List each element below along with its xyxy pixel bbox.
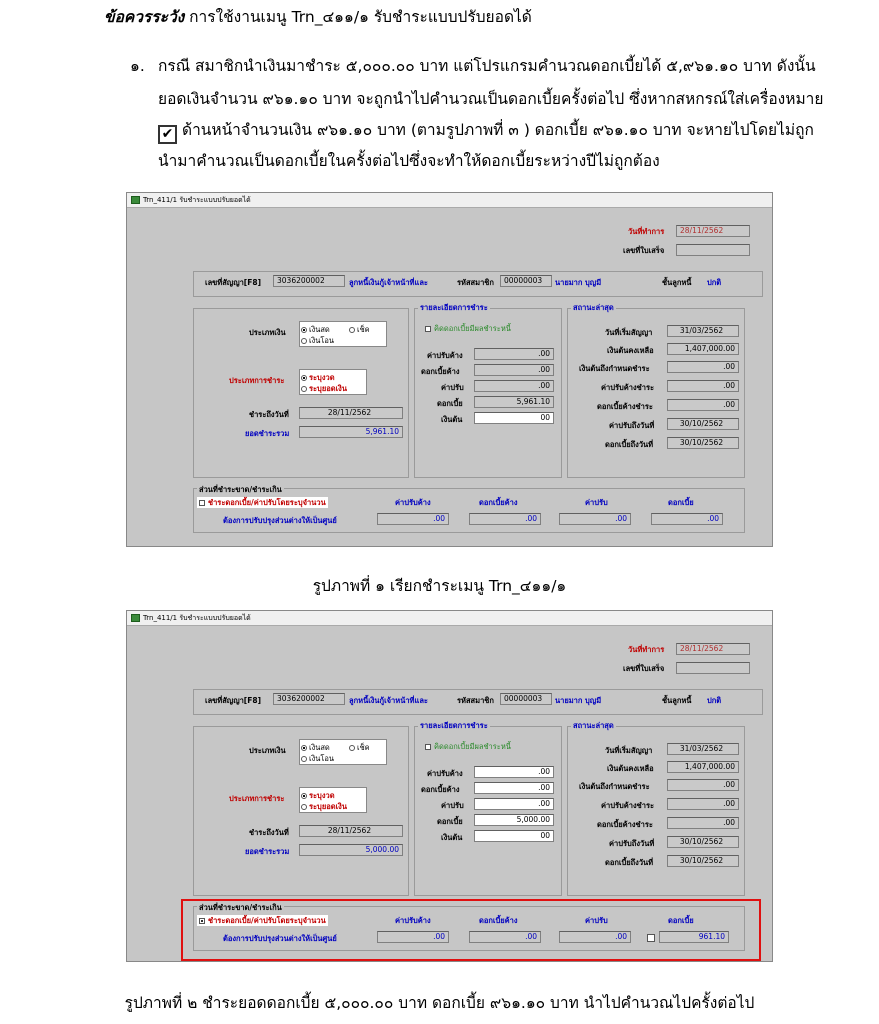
radio-by-amount-label: ระบุยอดเงิน (309, 802, 347, 811)
radio-icon (301, 745, 307, 751)
caution-heading-line (104, 6, 532, 28)
interest-paid-until-label: ดอกเบี้ยถึงวันที่ (605, 858, 654, 867)
col-interest-outstanding: ดอกเบี้ยค้าง (479, 916, 518, 925)
app-icon (131, 196, 140, 204)
checkbox-icon (425, 744, 431, 750)
radio-icon (301, 338, 307, 344)
fine-field[interactable]: .00 (474, 798, 554, 810)
total-paid-label: ยอดชำระรวม (245, 847, 290, 856)
fine-label: ค่าปรับ (441, 801, 464, 810)
money-type-label: ประเภทเงิน (249, 328, 286, 337)
col-interest-outstanding: ดอกเบี้ยค้าง (479, 498, 518, 507)
checkbox-icon (425, 326, 431, 332)
adj-fine-outstanding-field[interactable]: .00 (377, 513, 449, 525)
calc-interest-label: คิดดอกเบี้ยมีผลชำระหนี้ (434, 742, 511, 751)
interest-outstanding-label: ดอกเบี้ยค้าง (421, 367, 460, 376)
radio-by-amount[interactable] (301, 383, 347, 394)
latest-status-title: สถานะล่าสุด (573, 303, 614, 312)
debtor-type-link: ลูกหนี้เงินกู้เจ้าหน้าที่และ (349, 278, 428, 287)
paid-until-label: ชำระถึงวันที่ (249, 410, 289, 419)
figure-1-caption: รูปภาพที่ ๑ เรียกชำระเมนู Trn_๔๑๑/๑ (312, 577, 567, 595)
total-paid-field[interactable]: 5,961.10 (299, 426, 403, 438)
receipt-no-field[interactable] (676, 662, 750, 674)
fine-outstanding-field[interactable]: .00 (474, 348, 554, 360)
fine-due-field[interactable]: .00 (667, 380, 739, 392)
interest-paid-until-field[interactable]: 30/10/2562 (667, 855, 739, 867)
principal-field[interactable]: 00 (474, 412, 554, 424)
fine-paid-until-field[interactable]: 30/10/2562 (667, 836, 739, 848)
calc-interest-label: คิดดอกเบี้ยมีผลชำระหนี้ (434, 324, 511, 333)
txn-date-field[interactable]: 28/11/2562 (676, 225, 750, 237)
fine-paid-until-label: ค่าปรับถึงวันที่ (609, 421, 655, 430)
adjust-note: ต้องการปรับปรุงส่วนต่างให้เป็นศูนย์ (223, 516, 337, 525)
interest-outstanding-field[interactable]: .00 (474, 364, 554, 376)
app-icon (131, 614, 140, 622)
principal-label: เงินต้น (441, 833, 463, 842)
calc-interest-checkbox[interactable] (425, 741, 511, 752)
adjust-note: ต้องการปรับปรุงส่วนต่างให้เป็นศูนย์ (223, 934, 337, 943)
member-code-field[interactable]: 00000003 (500, 693, 552, 705)
principal-field[interactable]: 00 (474, 830, 554, 842)
interest-label: ดอกเบี้ย (437, 817, 463, 826)
principal-due-field[interactable]: .00 (667, 779, 739, 791)
contract-no-label: เลขที่สัญญา[F8] (205, 696, 261, 705)
interest-due-label: ดอกเบี้ยค้างชำระ (597, 402, 653, 411)
radio-cheque[interactable] (349, 742, 370, 753)
total-paid-label: ยอดชำระรวม (245, 429, 290, 438)
debtor-class-label: ชั้นลูกหนี้ (662, 696, 692, 705)
radio-icon (301, 386, 307, 392)
caution-heading: ข้อควรระวัง (104, 8, 185, 26)
debtor-class-value: ปกติ (707, 278, 722, 287)
interest-outstanding-label: ดอกเบี้ยค้าง (421, 785, 460, 794)
radio-icon (349, 327, 355, 333)
adj-interest-checkbox[interactable] (647, 934, 655, 942)
radio-by-amount-label: ระบุยอดเงิน (309, 384, 347, 393)
adj-interest-field[interactable]: 961.10 (659, 931, 729, 943)
adj-interest-field[interactable]: .00 (651, 513, 723, 525)
interest-due-field[interactable]: .00 (667, 399, 739, 411)
receipt-no-label: เลขที่ใบเสร็จ (623, 664, 665, 673)
fine-outstanding-label: ค่าปรับค้าง (427, 769, 463, 778)
window-title: Trn_411/1 รับชำระแบบปรับยอดได้ (143, 196, 251, 204)
contract-no-field[interactable]: 3036200002 (273, 275, 345, 287)
radio-cash-label: เงินสด (309, 743, 330, 752)
latest-status-title: สถานะล่าสุด (573, 721, 614, 730)
principal-due-label: เงินต้นถึงกำหนดชำระ (579, 364, 650, 373)
loan-payment-window-2 (126, 610, 773, 962)
paid-until-field[interactable]: 28/11/2562 (299, 407, 403, 419)
radio-by-period[interactable] (301, 372, 335, 383)
principal-balance-label: เงินต้นคงเหลือ (607, 346, 654, 355)
body-line-1: กรณี สมาชิกนำเงินมาชำระ ๕,๐๐๐.๐๐ บาท แต่โปรแกรมคำนวณดอกเบี้ยได้ ๕,๙๖๑.๑๐ บาท ดังนั้น (158, 57, 816, 75)
receipt-no-field[interactable] (676, 244, 750, 256)
body-line-3-wrap (158, 119, 814, 144)
radio-transfer[interactable] (301, 335, 334, 346)
txn-date-label: วันที่ทำการ (628, 227, 665, 236)
interest-due-field[interactable]: .00 (667, 817, 739, 829)
body-line-2: ยอดเงินจำนวน ๙๖๑.๑๐ บาท จะถูกนำไปคำนวณเป็นดอกเบี้ยครั้งต่อไป ซึ่งหากสหกรณ์ใส่เครื่องหมาย (158, 90, 824, 108)
radio-icon (301, 327, 307, 333)
contract-start-field[interactable]: 31/03/2562 (667, 325, 739, 337)
principal-balance-field[interactable]: 1,407,000.00 (667, 761, 739, 773)
paid-until-label: ชำระถึงวันที่ (249, 828, 289, 837)
radio-by-amount[interactable] (301, 801, 347, 812)
member-name: นายมาก บุญมี (555, 696, 602, 705)
contract-start-label: วันที่เริ่มสัญญา (605, 328, 653, 337)
payment-type-label: ประเภทการชำระ (229, 794, 285, 803)
principal-due-label: เงินต้นถึงกำหนดชำระ (579, 782, 650, 791)
contract-no-label: เลขที่สัญญา[F8] (205, 278, 261, 287)
col-fine-outstanding: ค่าปรับค้าง (395, 916, 431, 925)
interest-field[interactable]: 5,961.10 (474, 396, 554, 408)
interest-due-label: ดอกเบี้ยค้างชำระ (597, 820, 653, 829)
calc-interest-checkbox[interactable] (425, 323, 511, 334)
radio-cash-label: เงินสด (309, 325, 330, 334)
principal-balance-label: เงินต้นคงเหลือ (607, 764, 654, 773)
specify-interest-label: ชำระดอกเบี้ย/ค่าปรับโดยระบุจำนวน (208, 498, 326, 507)
radio-cash[interactable] (301, 742, 330, 753)
total-paid-field[interactable]: 5,000.00 (299, 844, 403, 856)
debtor-class-value: ปกติ (707, 696, 722, 705)
money-type-label: ประเภทเงิน (249, 746, 286, 755)
fine-due-label: ค่าปรับค้างชำระ (601, 801, 655, 810)
radio-cheque-label: เช็ค (357, 743, 370, 752)
window-title: Trn_411/1 รับชำระแบบปรับยอดได้ (143, 614, 251, 622)
window-titlebar (127, 611, 772, 626)
body-line-4: นำมาคำนวณเป็นดอกเบี้ยในครั้งต่อไปซึ่งจะทำให้ดอกเบี้ยระหว่างปีไม่ถูกต้อง (158, 152, 660, 170)
shortfall-section-title: ส่วนที่ชำระขาด/ชำระเกิน (199, 485, 282, 494)
fine-field[interactable]: .00 (474, 380, 554, 392)
radio-by-period-label: ระบุงวด (309, 373, 335, 382)
interest-paid-until-field[interactable]: 30/10/2562 (667, 437, 739, 449)
member-code-label: รหัสสมาชิก (457, 278, 494, 287)
window-titlebar (127, 193, 772, 208)
checkbox-icon (199, 500, 205, 506)
principal-label: เงินต้น (441, 415, 463, 424)
radio-by-period-label: ระบุงวด (309, 791, 335, 800)
adj-fine-outstanding-field[interactable]: .00 (377, 931, 449, 943)
radio-cash[interactable] (301, 324, 330, 335)
fine-outstanding-field[interactable]: .00 (474, 766, 554, 778)
adj-interest-outstanding-field[interactable]: .00 (469, 513, 541, 525)
col-fine-outstanding: ค่าปรับค้าง (395, 498, 431, 507)
radio-cheque-label: เช็ค (357, 325, 370, 334)
radio-icon (301, 793, 307, 799)
interest-field[interactable]: 5,000.00 (474, 814, 554, 826)
loan-payment-window-1 (126, 192, 773, 547)
interest-outstanding-field[interactable]: .00 (474, 782, 554, 794)
highlight-box (181, 899, 761, 961)
txn-date-label: วันที่ทำการ (628, 645, 665, 654)
member-code-label: รหัสสมาชิก (457, 696, 494, 705)
debtor-type-link: ลูกหนี้เงินกู้เจ้าหน้าที่และ (349, 696, 428, 705)
radio-transfer-label: เงินโอน (309, 336, 335, 345)
radio-by-period[interactable] (301, 790, 335, 801)
col-interest: ดอกเบี้ย (668, 916, 694, 925)
specify-interest-checkbox[interactable] (197, 497, 328, 508)
specify-interest-label: ชำระดอกเบี้ย/ค่าปรับโดยระบุจำนวน (208, 916, 326, 925)
col-fine: ค่าปรับ (585, 916, 608, 925)
fine-outstanding-label: ค่าปรับค้าง (427, 351, 463, 360)
receipt-no-label: เลขที่ใบเสร็จ (623, 246, 665, 255)
contract-no-field[interactable]: 3036200002 (273, 693, 345, 705)
adj-fine-field[interactable]: .00 (559, 931, 631, 943)
txn-date-field[interactable]: 28/11/2562 (676, 643, 750, 655)
shortfall-section-title: ส่วนที่ชำระขาด/ชำระเกิน (199, 903, 282, 912)
fine-due-label: ค่าปรับค้างชำระ (601, 383, 655, 392)
radio-icon (301, 375, 307, 381)
radio-transfer[interactable] (301, 753, 334, 764)
col-interest: ดอกเบี้ย (668, 498, 694, 507)
interest-paid-until-label: ดอกเบี้ยถึงวันที่ (605, 440, 654, 449)
fine-paid-until-label: ค่าปรับถึงวันที่ (609, 839, 655, 848)
fine-label: ค่าปรับ (441, 383, 464, 392)
checkmark-icon: ✔ (158, 125, 177, 144)
radio-transfer-label: เงินโอน (309, 754, 335, 763)
item-number: ๑. (130, 57, 145, 75)
payment-type-label: ประเภทการชำระ (229, 376, 285, 385)
payment-detail-title: รายละเอียดการชำระ (420, 721, 488, 730)
contract-start-label: วันที่เริ่มสัญญา (605, 746, 653, 755)
radio-icon (301, 756, 307, 762)
figure-2-caption: รูปภาพที่ ๒ ชำระยอดดอกเบี้ย ๕,๐๐๐.๐๐ บาท ดอกเบี้ย ๙๖๑.๑๐ บาท นำไปคำนวณไปครั้งต่อไป (124, 994, 755, 1012)
fine-paid-until-field[interactable]: 30/10/2562 (667, 418, 739, 430)
radio-icon (301, 804, 307, 810)
payment-detail-title: รายละเอียดการชำระ (420, 303, 488, 312)
member-name: นายมาก บุญมี (555, 278, 602, 287)
paid-until-field[interactable]: 28/11/2562 (299, 825, 403, 837)
adj-fine-field[interactable]: .00 (559, 513, 631, 525)
debtor-class-label: ชั้นลูกหนี้ (662, 278, 692, 287)
radio-icon (349, 745, 355, 751)
contract-start-field[interactable]: 31/03/2562 (667, 743, 739, 755)
caution-heading-rest: การใช้งานเมนู Trn_๔๑๑/๑ รับชำระแบบปรับยอดได้ (189, 8, 532, 26)
radio-cheque[interactable] (349, 324, 370, 335)
body-line-3: ด้านหน้าจำนวนเงิน ๙๖๑.๑๐ บาท (ตามรูปภาพที่ ๓ ) ดอกเบี้ย ๙๖๑.๑๐ บาท จะหายไปโดยไม่ถูก (182, 121, 814, 139)
fine-due-field[interactable]: .00 (667, 798, 739, 810)
col-fine: ค่าปรับ (585, 498, 608, 507)
member-code-field[interactable]: 00000003 (500, 275, 552, 287)
interest-label: ดอกเบี้ย (437, 399, 463, 408)
adj-interest-outstanding-field[interactable]: .00 (469, 931, 541, 943)
principal-balance-field[interactable]: 1,407,000.00 (667, 343, 739, 355)
principal-due-field[interactable]: .00 (667, 361, 739, 373)
